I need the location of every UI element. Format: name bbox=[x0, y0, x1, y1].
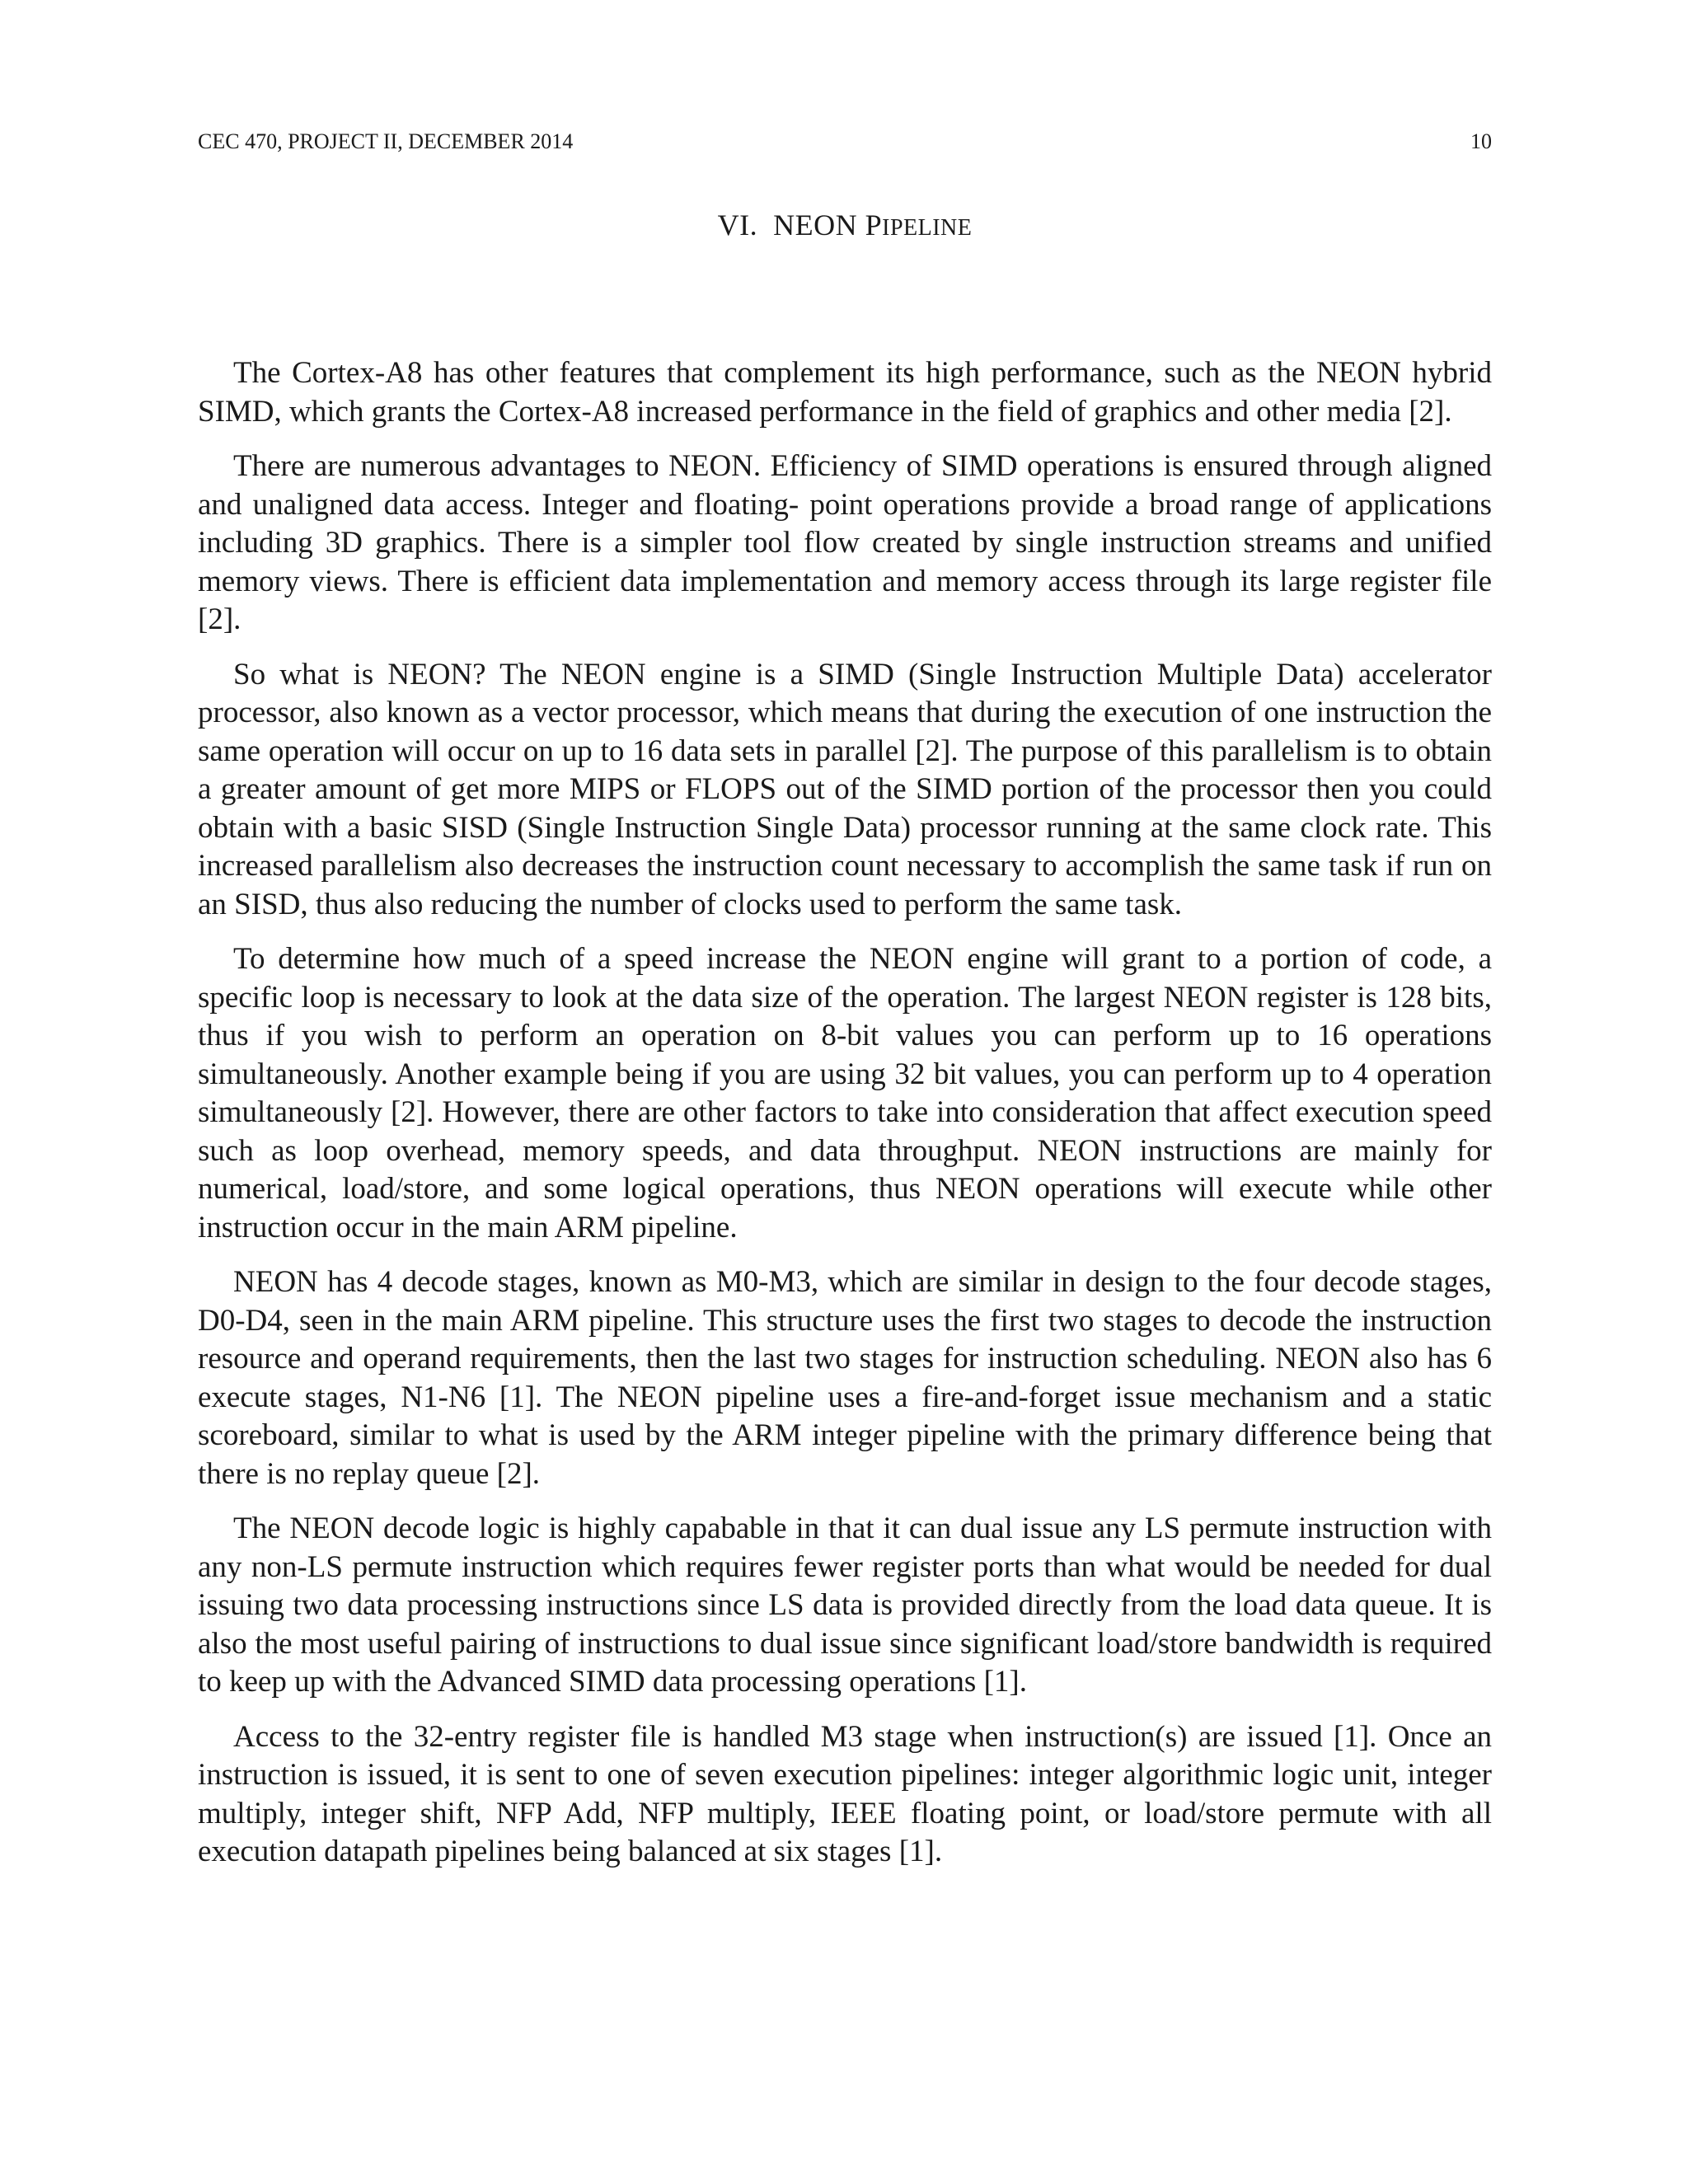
section-body bbox=[198, 354, 1492, 1888]
paragraph-6: The NEON decode logic is highly capabable in that it can dual issue any LS permute instruction with any non-LS permute instruction which requires fewer register ports than what would be needed for dual issuing two data processing instructions since LS data is provided directly from the load data queue. It is also the most useful pairing of instructions to dual issue since significant load/store bandwidth is required to keep up with the Advanced SIMD data processing operations [1]. bbox=[198, 1511, 1492, 1699]
page-number: 10 bbox=[1470, 129, 1492, 153]
running-header bbox=[198, 125, 1492, 158]
paragraph-5: NEON has 4 decode stages, known as M0-M3, which are similar in design to the four decode stages, D0-D4, seen in the main ARM pipeline. This structure uses the first two stages to decode the instruction resource and operand requirements, then the last two stages for instruction scheduling. NEON also has 6 execute stages, N1-N6 [1]. The NEON pipeline uses a fire-and-forget issue mechanism and a static scoreboard, similar to what is used by the ARM integer pipeline with the primary difference being that there is no replay queue [2]. bbox=[198, 1265, 1492, 1491]
section-number: VI. bbox=[717, 209, 758, 241]
section-title-main: NEON P bbox=[773, 209, 883, 241]
paragraph-2: There are numerous advantages to NEON. Efficiency of SIMD operations is ensured through aligned and unaligned data access. Integer and floating- point operations provide a broad range of applications including 3D graphics. There is a simpler tool flow created by single instruction streams and unified memory views. There is efficient data implementation and memory access through its large register file [2]. bbox=[198, 449, 1492, 636]
section-title-smallcaps: IPELINE bbox=[882, 215, 973, 241]
section-heading bbox=[198, 204, 1492, 249]
paragraph-4: To determine how much of a speed increase the NEON engine will grant to a portion of code, a specific loop is necessary to look at the data size of the operation. The largest NEON register is 128 bits, thus if you wish to perform an operation on 8-bit values you can perform up to 16 operations simultaneously. Another example being if you are using 32 bit values, you can perform up to 4 operation simultaneously [2]. However, there are other factors to take into consideration that affect execution speed such as loop overhead, memory speeds, and data throughput. NEON instructions are mainly for numerical, load/store, and some logical operations, thus NEON operations will execute while other instruction occur in the main ARM pipeline. bbox=[198, 942, 1492, 1244]
paragraph-3: So what is NEON? The NEON engine is a SIMD (Single Instruction Multiple Data) accelerator processor, also known as a vector processor, which means that during the execution of one instruction the same operation will occur on up to 16 data sets in parallel [2]. The purpose of this parallelism is to obtain a greater amount of get more MIPS or FLOPS out of the SIMD portion of the processor then you could obtain with a basic SISD (Single Instruction Single Data) processor running at the same clock rate. This increased parallelism also decreases the instruction count necessary to accomplish the same task if run on an SISD, thus also reducing the number of clocks used to perform the same task. bbox=[198, 657, 1492, 921]
paragraph-1: The Cortex-A8 has other features that complement its high performance, such as the NEON hybrid SIMD, which grants the Cortex-A8 increased performance in the field of graphics and other media [2]. bbox=[198, 356, 1492, 429]
paragraph-7: Access to the 32-entry register file is handled M3 stage when instruction(s) are issued [1]. Once an instruction is issued, it is sent to one of seven execution pipelines: integer algorithmic logic unit, integer multiply, integer shift, NFP Add, NFP multiply, IEEE floating point, or load/store permute with all execution datapath pipelines being balanced at six stages [1]. bbox=[198, 1719, 1492, 1868]
running-header-title: CEC 470, PROJECT II, DECEMBER 2014 bbox=[198, 129, 574, 153]
